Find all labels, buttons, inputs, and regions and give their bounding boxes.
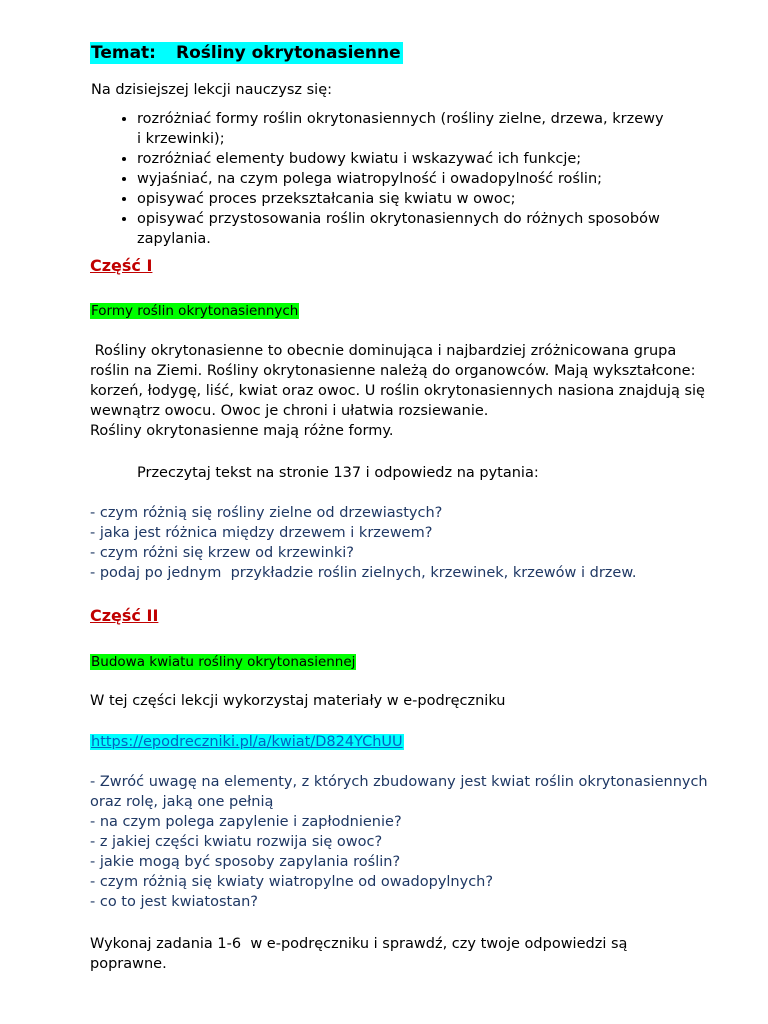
question-line: - z jakiej części kwiatu rozwija się owoc? xyxy=(90,834,383,850)
objectives-list xyxy=(90,109,697,249)
question-line: - czym różnią się kwiaty wiatropylne od owadopylnych? xyxy=(90,874,494,890)
closing-line: poprawne. xyxy=(90,956,167,972)
page-title xyxy=(90,42,403,64)
closing-line: Wykonaj zadania 1-6 w e-podręczniku i sprawdź, czy twoje odpowiedzi są xyxy=(90,936,628,952)
question-line: - jakie mogą być sposoby zapylania roślin? xyxy=(90,854,401,870)
question-line: - czym różni się krzew od krzewinki? xyxy=(90,545,354,561)
part1-subheading-wrap xyxy=(90,301,299,321)
objective-item: • rozróżniać formy roślin okrytonasiennych (rośliny zielne, drzewa, krzewy i krzewinki); xyxy=(137,109,697,149)
intro-text: Na dzisiejszej lekcji nauczysz się: xyxy=(91,82,333,98)
paragraph-line: wewnątrz owocu. Owoc je chroni i ułatwia rozsiewanie. xyxy=(90,403,489,419)
objective-item: • wyjaśniać, na czym polega wiatropylność i owadopylność roślin; xyxy=(137,169,697,189)
part1-paragraph xyxy=(90,341,705,441)
part2-link-wrap xyxy=(90,732,404,752)
question-line: - Zwróć uwagę na elementy, z których zbudowany jest kwiat roślin okrytonasiennych xyxy=(90,774,708,790)
epodreczniki-link[interactable]: https://epodreczniki.pl/a/kwiat/D824YChUU xyxy=(91,734,403,750)
objective-item: • rozróżniać elementy budowy kwiatu i wskazywać ich funkcje; xyxy=(137,149,697,169)
part1-subheading: Formy roślin okrytonasiennych xyxy=(91,303,299,319)
paragraph-line: Rośliny okrytonasienne to obecnie dominująca i najbardziej zróżnicowana grupa xyxy=(90,343,677,359)
question-line: - na czym polega zapylenie i zapłodnienie? xyxy=(90,814,402,830)
paragraph-line: korzeń, łodygę, liść, kwiat oraz owoc. U roślin okrytonasiennych nasiona znajdują się xyxy=(90,383,705,399)
part2-questions xyxy=(90,772,708,912)
question-line: - podaj po jednym przykładzie roślin zielnych, krzewinek, krzewów i drzew. xyxy=(90,565,637,581)
part2-closing xyxy=(90,934,627,974)
part2-instruction: W tej części lekcji wykorzystaj materiały w e-podręczniku xyxy=(90,693,506,709)
part1-instruction: Przeczytaj tekst na stronie 137 i odpowiedz na pytania: xyxy=(137,465,539,481)
part2-subheading-wrap xyxy=(90,652,356,672)
question-line: - czym różnią się rośliny zielne od drzewiastych? xyxy=(90,505,443,521)
part1-questions xyxy=(90,503,636,583)
objective-item: • opisywać proces przekształcania się kwiatu w owoc; xyxy=(137,189,697,209)
paragraph-line: roślin na Ziemi. Rośliny okrytonasienne należą do organowców. Mają wykształcone: xyxy=(90,363,696,379)
part2-subheading: Budowa kwiatu rośliny okrytonasiennej xyxy=(91,654,356,670)
question-line: - jaka jest różnica między drzewem i krzewem? xyxy=(90,525,433,541)
question-line: - co to jest kwiatostan? xyxy=(90,894,258,910)
part2-heading: Część II xyxy=(90,606,159,625)
title-label: Temat: xyxy=(91,43,156,63)
question-line: oraz rolę, jaką one pełnią xyxy=(90,794,274,810)
title-text: Rośliny okrytonasienne xyxy=(175,43,401,63)
objective-item: • opisywać przystosowania roślin okrytonasiennych do różnych sposobów zapylania. xyxy=(137,209,697,249)
part1-heading: Część I xyxy=(90,256,153,275)
paragraph-line: Rośliny okrytonasienne mają różne formy. xyxy=(90,423,394,439)
